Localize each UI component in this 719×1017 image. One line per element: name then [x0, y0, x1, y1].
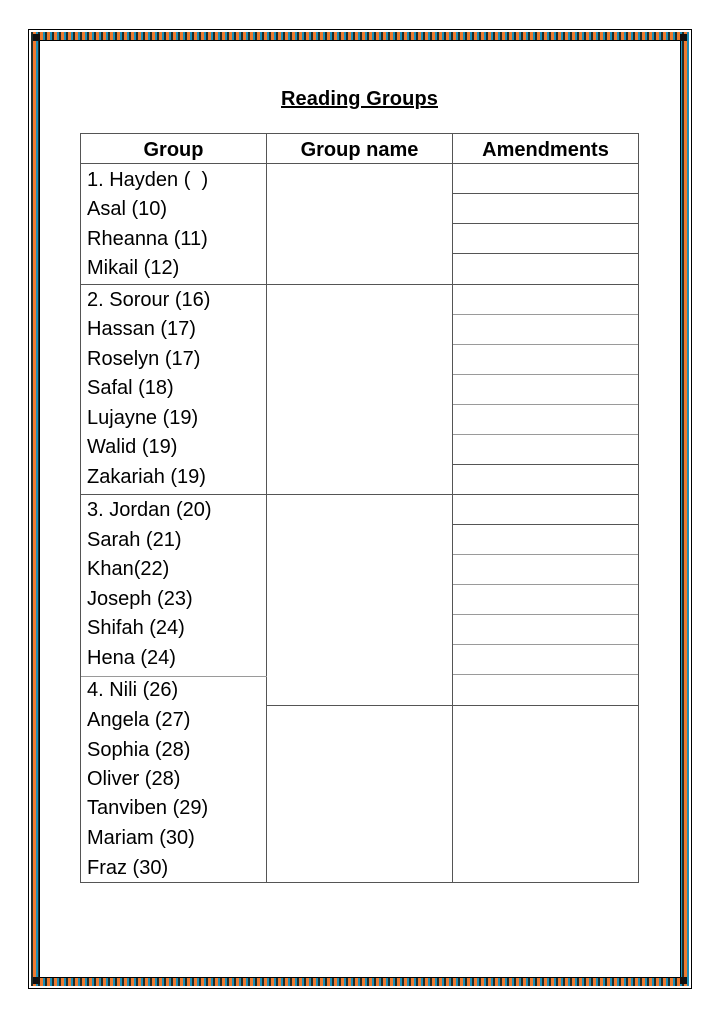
- amendment-cell[interactable]: [453, 315, 643, 344]
- corner-ornament-top-left: [33, 34, 40, 41]
- member-name: Khan(22): [87, 558, 170, 580]
- header-amendments: Amendments: [482, 139, 609, 161]
- member-name: Sophia (28): [87, 739, 191, 761]
- amendment-cell[interactable]: [453, 706, 643, 882]
- member-name: Safal (18): [87, 377, 174, 399]
- amendment-cell[interactable]: [453, 585, 643, 614]
- member-name: Fraz (30): [87, 857, 169, 879]
- member-name: Shifah (24): [87, 617, 185, 639]
- row-divider: [81, 284, 267, 285]
- amendment-cell[interactable]: [453, 615, 643, 644]
- amendment-cell[interactable]: [453, 675, 643, 704]
- member-name: 3. Jordan (20): [87, 499, 212, 521]
- member-name: 2. Sorour (16): [87, 289, 211, 311]
- document-title: Reading Groups: [281, 88, 438, 110]
- group-name-field[interactable]: [267, 706, 452, 882]
- member-name: 4. Nili (26): [87, 679, 179, 701]
- amendment-cell[interactable]: [453, 224, 643, 253]
- member-name: Sarah (21): [87, 529, 182, 551]
- member-name: Roselyn (17): [87, 348, 201, 370]
- member-name: Tanviben (29): [87, 797, 209, 819]
- amendment-cell[interactable]: [453, 164, 643, 193]
- member-name: Mariam (30): [87, 827, 195, 849]
- amendment-cell[interactable]: [453, 525, 643, 554]
- member-name: Hena (24): [87, 647, 176, 669]
- member-name: Mikail (12): [87, 257, 180, 279]
- member-name: Zakariah (19): [87, 466, 206, 488]
- amendment-cell[interactable]: [453, 465, 643, 494]
- header-group-name: Group name: [300, 139, 419, 161]
- group-name-field[interactable]: [267, 285, 452, 494]
- amendment-cell[interactable]: [453, 405, 643, 434]
- corner-ornament-top-right: [680, 34, 687, 41]
- member-name: Asal (10): [87, 198, 168, 220]
- amendment-cell[interactable]: [453, 645, 643, 674]
- group-name-field[interactable]: [267, 164, 452, 284]
- amendment-cell[interactable]: [453, 555, 643, 584]
- amendment-cell[interactable]: [453, 495, 643, 524]
- group-name-field[interactable]: [267, 495, 452, 705]
- member-name: Hassan (17): [87, 318, 196, 340]
- amendment-cell[interactable]: [453, 254, 643, 283]
- member-name: Oliver (28): [87, 768, 181, 790]
- member-name: Angela (27): [87, 709, 191, 731]
- amendment-cell[interactable]: [453, 435, 643, 464]
- member-name: Walid (19): [87, 436, 178, 458]
- amendment-cell[interactable]: [453, 345, 643, 374]
- amendment-cell[interactable]: [453, 375, 643, 404]
- amendment-cell[interactable]: [453, 194, 643, 223]
- member-name: Rheanna (11): [87, 228, 208, 250]
- amendment-cell[interactable]: [453, 285, 643, 314]
- member-name: Lujayne (19): [87, 407, 199, 429]
- row-divider: [81, 676, 267, 677]
- member-name: Joseph (23): [87, 588, 193, 610]
- row-divider: [81, 494, 267, 495]
- corner-ornament-bottom-right: [680, 977, 687, 984]
- member-name: 1. Hayden ( ): [87, 169, 209, 191]
- reading-groups-table: [80, 133, 639, 883]
- header-group: Group: [143, 139, 204, 161]
- corner-ornament-bottom-left: [33, 977, 40, 984]
